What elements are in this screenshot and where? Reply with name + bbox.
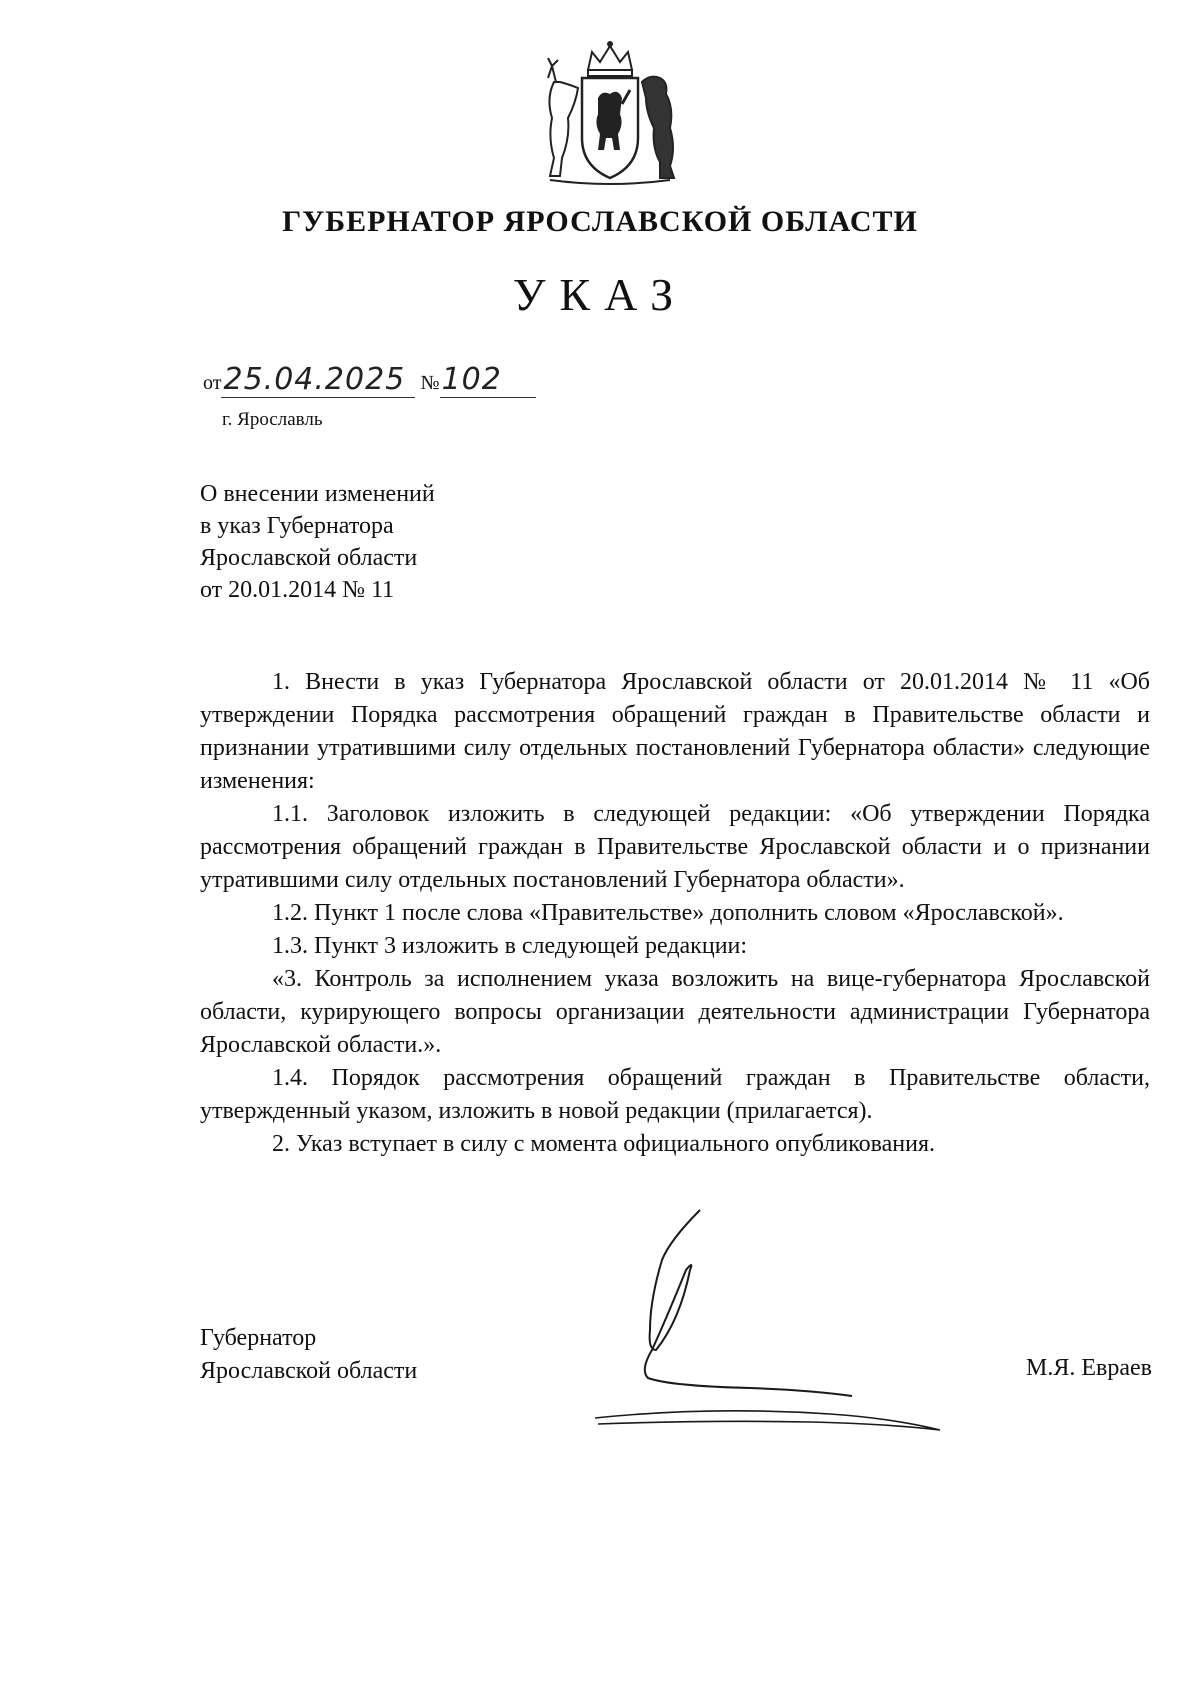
date-prefix: от [203, 372, 222, 394]
body-paragraph: 1. Внести в указ Губернатора Ярославской области от 20.01.2014 № 11 «Об утверждении Порядка рассмотрения обращений граждан в Правительстве области и признании утратившими силу отдельных постановлений Губернатора области» следующие изменения: [200, 669, 1150, 794]
body-paragraph: 1.1. Заголовок изложить в следующей редакции: «Об утверждении Порядка рассмотрения обращений граждан в Правительстве Ярославской области и о признании утратившими силу отдельных постановлений Губернатора области». [200, 801, 1150, 893]
subject-line: от 20.01.2014 № 11 [200, 577, 395, 603]
body-paragraph: 2. Указ вступает в силу с момента официального опубликования. [272, 1131, 936, 1157]
signatory-role [200, 1322, 417, 1388]
body-paragraph: «3. Контроль за исполнением указа возложить на вице-губернатора Ярославской области, курирующего вопросы организации деятельности администрации Губернатора Ярославской области.». [200, 966, 1150, 1058]
document-type-heading: УКАЗ [512, 269, 688, 320]
signatory-role-line: Губернатор [200, 1325, 317, 1351]
body-paragraph: 1.4. Порядок рассмотрения обращений граждан в Правительстве области, утвержденный указом, изложить в новой редакции (прилагается). [200, 1065, 1150, 1124]
decree-number: 102 [441, 362, 502, 397]
decree-body [200, 666, 1150, 1161]
subject-line: О внесении изменений [200, 481, 435, 507]
date-number-line [203, 362, 536, 398]
city-label: г. Ярославль [222, 409, 323, 430]
number-prefix: № [420, 372, 440, 394]
decree-subject [200, 478, 435, 606]
issuing-authority-heading: ГУБЕРНАТОР ЯРОСЛАВСКОЙ ОБЛАСТИ [282, 205, 918, 238]
handwritten-signature [590, 1200, 980, 1470]
body-paragraph: 1.2. Пункт 1 после слова «Правительстве» дополнить словом «Ярославской». [272, 900, 1064, 926]
subject-line: Ярославской области [200, 545, 418, 571]
decree-date: 25.04.2025 [223, 362, 406, 397]
body-paragraph: 1.3. Пункт 3 изложить в следующей редакции: [272, 933, 748, 959]
coat-of-arms-icon [530, 38, 690, 188]
signatory-role-line: Ярославской области [200, 1358, 418, 1384]
subject-line: в указ Губернатора [200, 513, 394, 539]
signatory-name: М.Я. Евраев [1026, 1355, 1152, 1381]
